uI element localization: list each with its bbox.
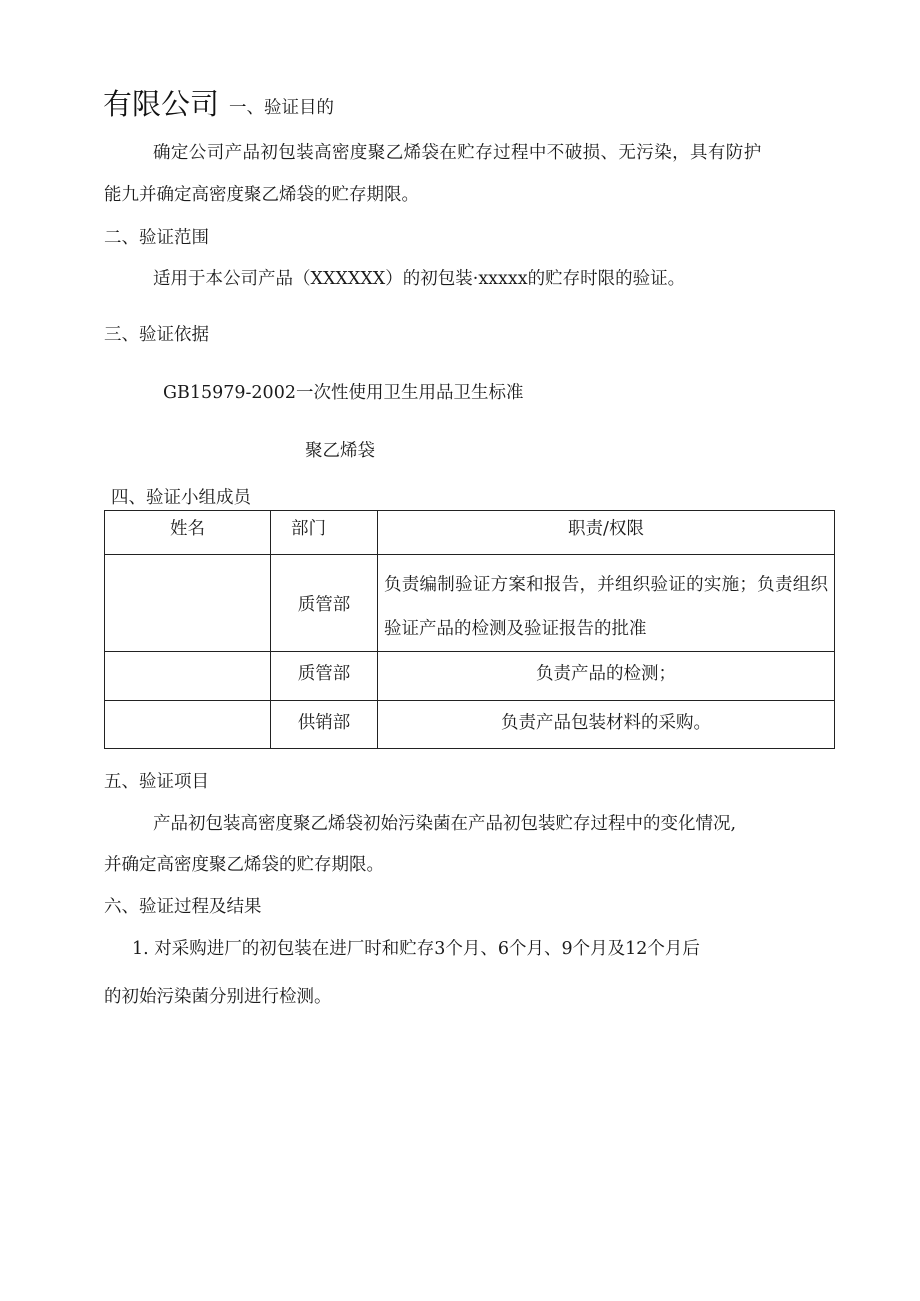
- table-header-row: [105, 511, 835, 555]
- section5-title: 五、验证项目: [104, 772, 209, 792]
- member-name: [105, 555, 271, 652]
- section6-item1-line2: 的初始污染菌分别进行检测。: [104, 987, 332, 1007]
- section6-item1-line1: 1. 对采购进厂的初包装在进厂时和贮存3个月、6个月、9个月及12个月后: [132, 939, 700, 959]
- section1-line2: 能九并确定高密度聚乙烯袋的贮存期限。: [104, 185, 419, 205]
- member-dept: 质管部: [271, 555, 378, 652]
- section2-body: 适用于本公司产品（XXXXXX）的初包装·xxxxx的贮存时限的验证。: [153, 269, 686, 289]
- section3-title: 三、验证依据: [104, 325, 209, 345]
- table-row: [105, 701, 835, 749]
- section5-line2: 并确定高密度聚乙烯袋的贮存期限。: [104, 855, 384, 875]
- member-name: [105, 701, 271, 749]
- member-dept: 供销部: [271, 701, 378, 749]
- section2-title: 二、验证范围: [104, 228, 209, 248]
- section5-line1: 产品初包装高密度聚乙烯袋初始污染菌在产品初包装贮存过程中的变化情况,: [153, 814, 737, 834]
- member-name: [105, 652, 271, 701]
- section3-ref1: GB15979-2002一次性使用卫生用品卫生标准: [163, 383, 524, 403]
- section1-title: 一、验证目的: [229, 98, 334, 118]
- company-name: 有限公司: [103, 87, 220, 121]
- header-name: 姓名: [105, 511, 271, 555]
- table-row: [105, 555, 835, 652]
- member-duty: 负责产品的检测；: [378, 652, 835, 701]
- member-dept: 质管部: [271, 652, 378, 701]
- section1-line1: 确定公司产品初包装高密度聚乙烯袋在贮存过程中不破损、无污染，具有防护: [153, 143, 762, 163]
- member-duty: 负责产品包装材料的采购。: [378, 701, 835, 749]
- members-table: [104, 510, 835, 749]
- table-row: [105, 652, 835, 701]
- header-dept: 部门: [271, 511, 378, 555]
- section4-title: 四、验证小组成员: [111, 488, 251, 508]
- section6-title: 六、验证过程及结果: [104, 897, 262, 917]
- header-duty: 职责/权限: [378, 511, 835, 555]
- member-duty: 负责编制验证方案和报告，并组织验证的实施；负责组织验证产品的检测及验证报告的批准: [378, 555, 835, 652]
- section3-ref2: 聚乙烯袋: [305, 441, 375, 461]
